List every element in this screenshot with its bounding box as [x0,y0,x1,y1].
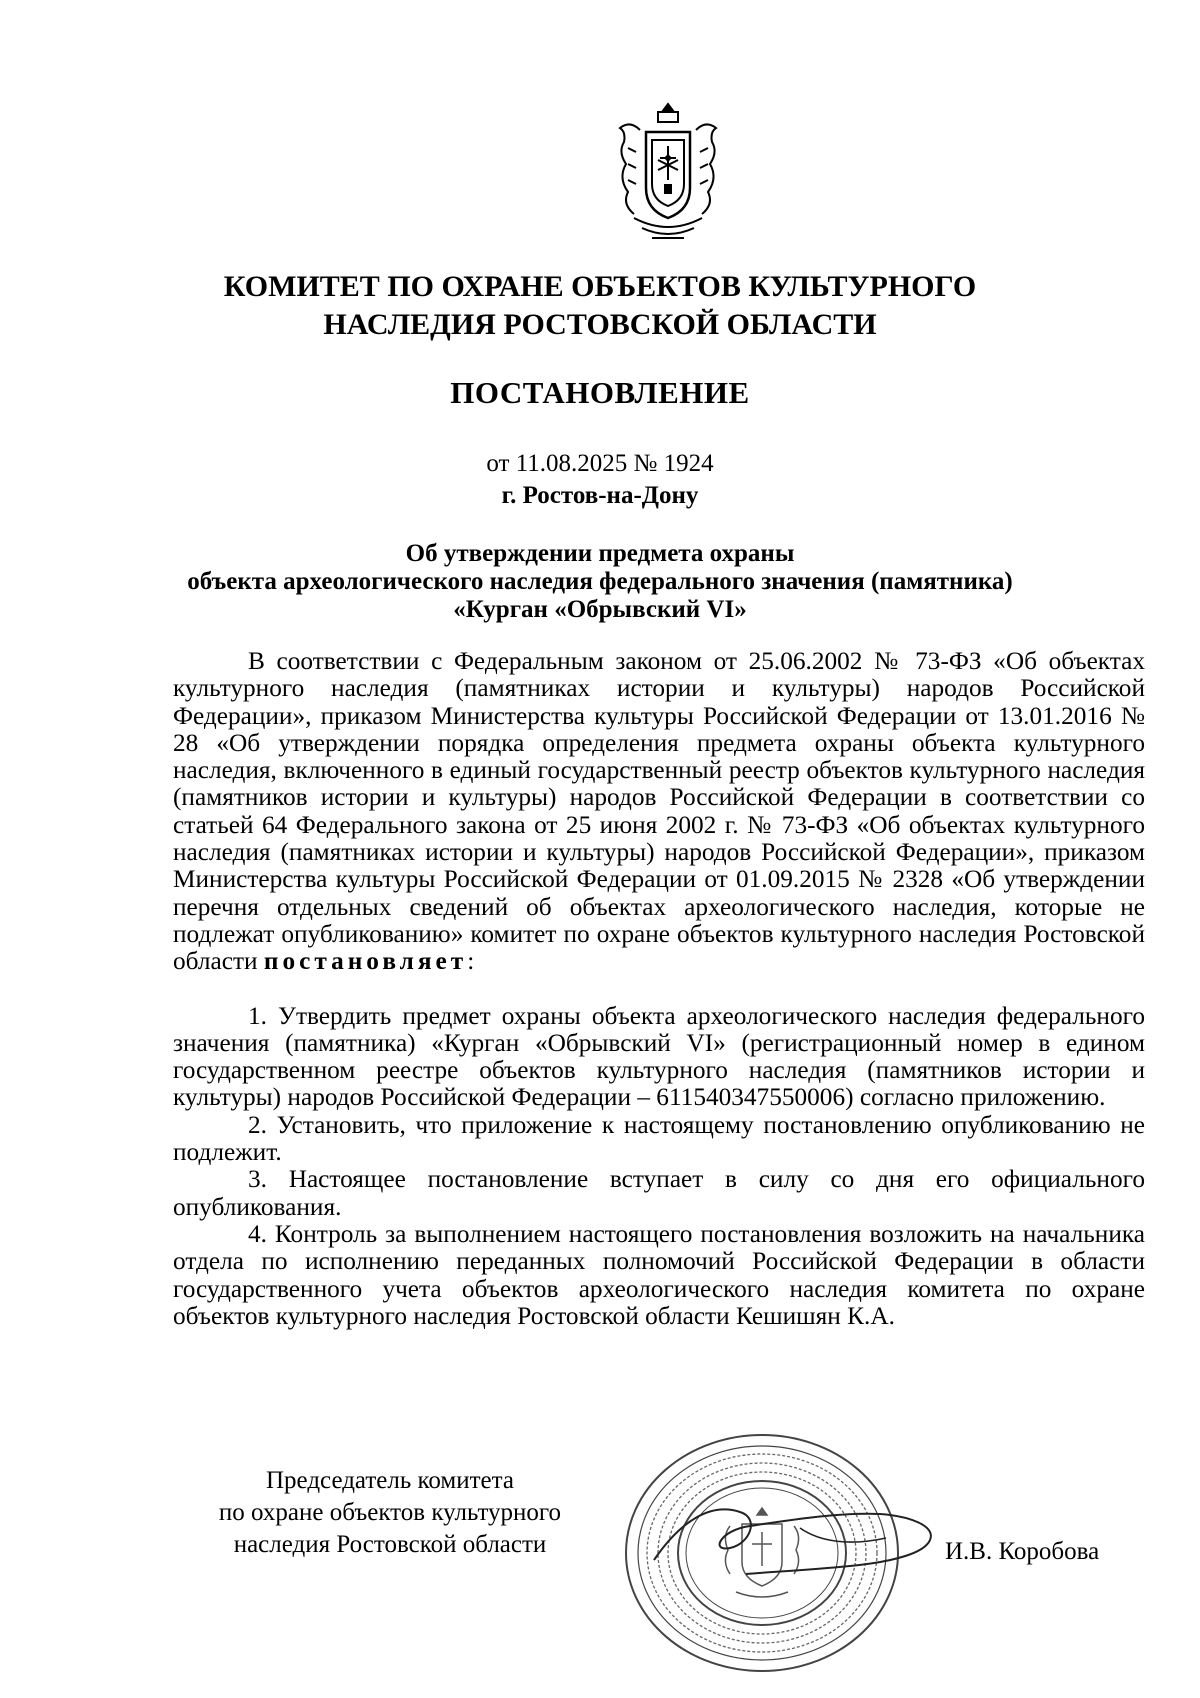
coat-of-arms-icon [612,100,724,250]
organization-name [0,268,1200,344]
organization-name-line1: КОМИТЕТ ПО ОХРАНЕ ОБЪЕКТОВ КУЛЬТУРНОГО [223,270,977,303]
preamble-paragraph [173,648,1145,976]
signatory-name: И.В. Коробова [945,1538,1100,1565]
document-title-line1: Об утверждении предмета охраны [405,540,795,567]
document-title-line3: «Курган «Обрывский VI» [453,596,747,623]
signatory-position-line2: по охране объектов культурного [218,1499,562,1526]
signatory-position-line3: наследия Ростовской области [233,1531,547,1558]
signatory-position-line1: Председатель комитета [266,1467,514,1494]
document-title-line2: объекта археологического наследия федерального значения (памятника) [187,568,1013,595]
document-title [0,540,1200,624]
document-date-number: от 11.08.2025 № 1924 [486,450,714,477]
handwritten-signature-icon [650,1482,940,1592]
decision-word: постановляет [263,947,468,976]
signatory-position [190,1465,590,1561]
document-city: г. Ростов-на-Дону [501,482,699,509]
organization-name-line2: НАСЛЕДИЯ РОСТОВСКОЙ ОБЛАСТИ [323,308,877,341]
document-type: ПОСТАНОВЛЕНИЕ [450,375,750,410]
item-4: 4. Контроль за выполнением настоящего постановления возложить на начальника отдела по исполнению переданных полномочий Российской Федерации в области государственного учета объектов археологического наследия комитета по охране объектов культурного наследия Ростовской области Кешишян К.А. [173,1219,1145,1330]
item-3: 3. Настоящее постановление вступает в силу со дня его официального опубликования. [173,1165,1145,1221]
item-1: 1. Утвердить предмет охраны объекта археологического наследия федерального значения (памятника) «Курган «Обрывский VI» (регистрационный номер в едином государственном реестре объектов культурного наследия (памятников истории и культуры) народов Российской Федерации – 611540347550006) согласно приложению. [173,1001,1145,1112]
preamble-text: В соответствии с Федеральным законом от 25.06.2002 № 73-ФЗ «Об объектах культурного наследия (памятниках истории и культуры) народов Российской Федерации», приказом Министерства культуры Российской Федерации от 13.01.2016 № 28 «Об утверждении порядка определения предмета охраны объекта культурного наследия, включенного в единый государственный реестр объектов культурного наследия (памятников истории и культуры) народов Российской Федерации в соответствии со статьей 64 Федерального закона от 25 июня 2002 г. № 73-ФЗ «Об объектах культурного наследия (памятниках истории и культуры) народов Российской Федерации», приказом Министерства культуры Российской Федерации от 01.09.2015 № 2328 «Об утверждении перечня отдельных сведений об объектах археологического наследия, которые не подлежат опубликованию» комитет по охране объектов культурного наследия Ростовской области [173,647,1145,976]
document-body [173,648,1145,1330]
preamble-colon: : [467,947,475,976]
item-2: 2. Установить, что приложение к настоящему постановлению опубликованию не подлежит. [173,1110,1145,1167]
